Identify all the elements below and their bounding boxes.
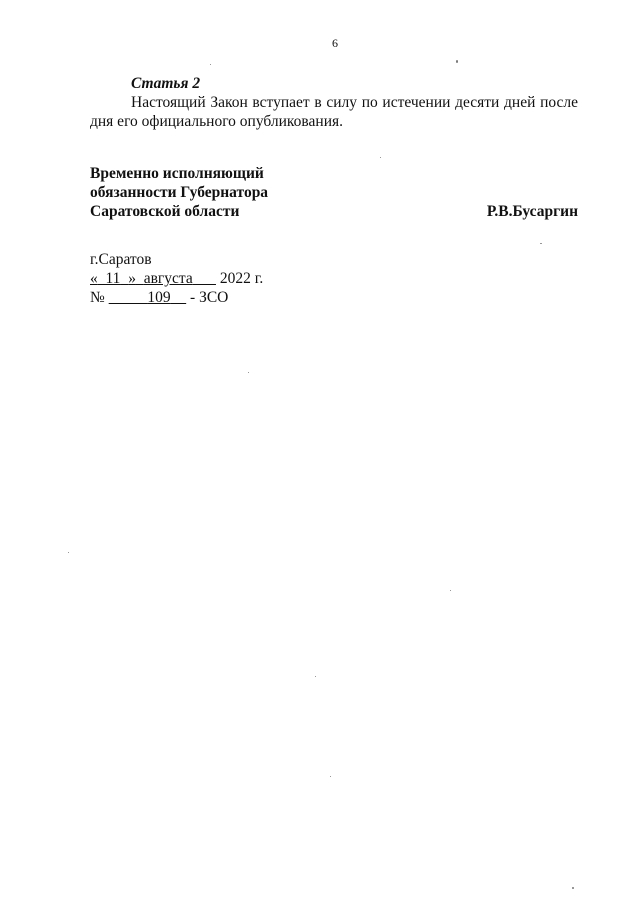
place-of-signing: г.Саратов (90, 251, 152, 268)
signature-title-line-2: обязанности Губернатора (90, 184, 269, 201)
date-year: 2022 г. (219, 270, 264, 287)
date-of-signing (90, 269, 263, 288)
signature-title-line-3: Саратовской области (90, 203, 240, 220)
signature-title-line-1: Временно исполняющий (90, 165, 264, 182)
scan-speck (315, 676, 316, 677)
article-block (90, 74, 578, 131)
signature-last-line (90, 202, 578, 221)
scan-speck (330, 776, 331, 777)
law-number (90, 288, 263, 307)
scan-speck (540, 243, 542, 244)
date-day: 11 (105, 270, 121, 287)
article-text: Настоящий Закон вступает в силу по истечении десяти дней после дня его официального опубликования. (90, 94, 578, 130)
article-heading: Статья 2 (131, 75, 201, 92)
scan-speck (210, 64, 211, 65)
page-number: 6 (332, 36, 338, 50)
date-open-quote: « (90, 270, 98, 287)
scan-speck (380, 157, 381, 158)
date-close-quote: » (128, 270, 136, 287)
place-date-block (90, 250, 263, 307)
scan-speck (456, 60, 458, 63)
number-value: 109 (147, 289, 171, 306)
number-sign: № (90, 289, 105, 306)
scan-speck (572, 887, 574, 889)
scan-speck (450, 590, 451, 591)
signature-block (90, 164, 578, 221)
scan-speck (68, 552, 69, 553)
scan-speck (248, 372, 249, 373)
date-month: августа (143, 270, 193, 287)
signatory-name: Р.В.Бусаргин (486, 203, 578, 220)
number-suffix: - ЗСО (190, 289, 229, 306)
